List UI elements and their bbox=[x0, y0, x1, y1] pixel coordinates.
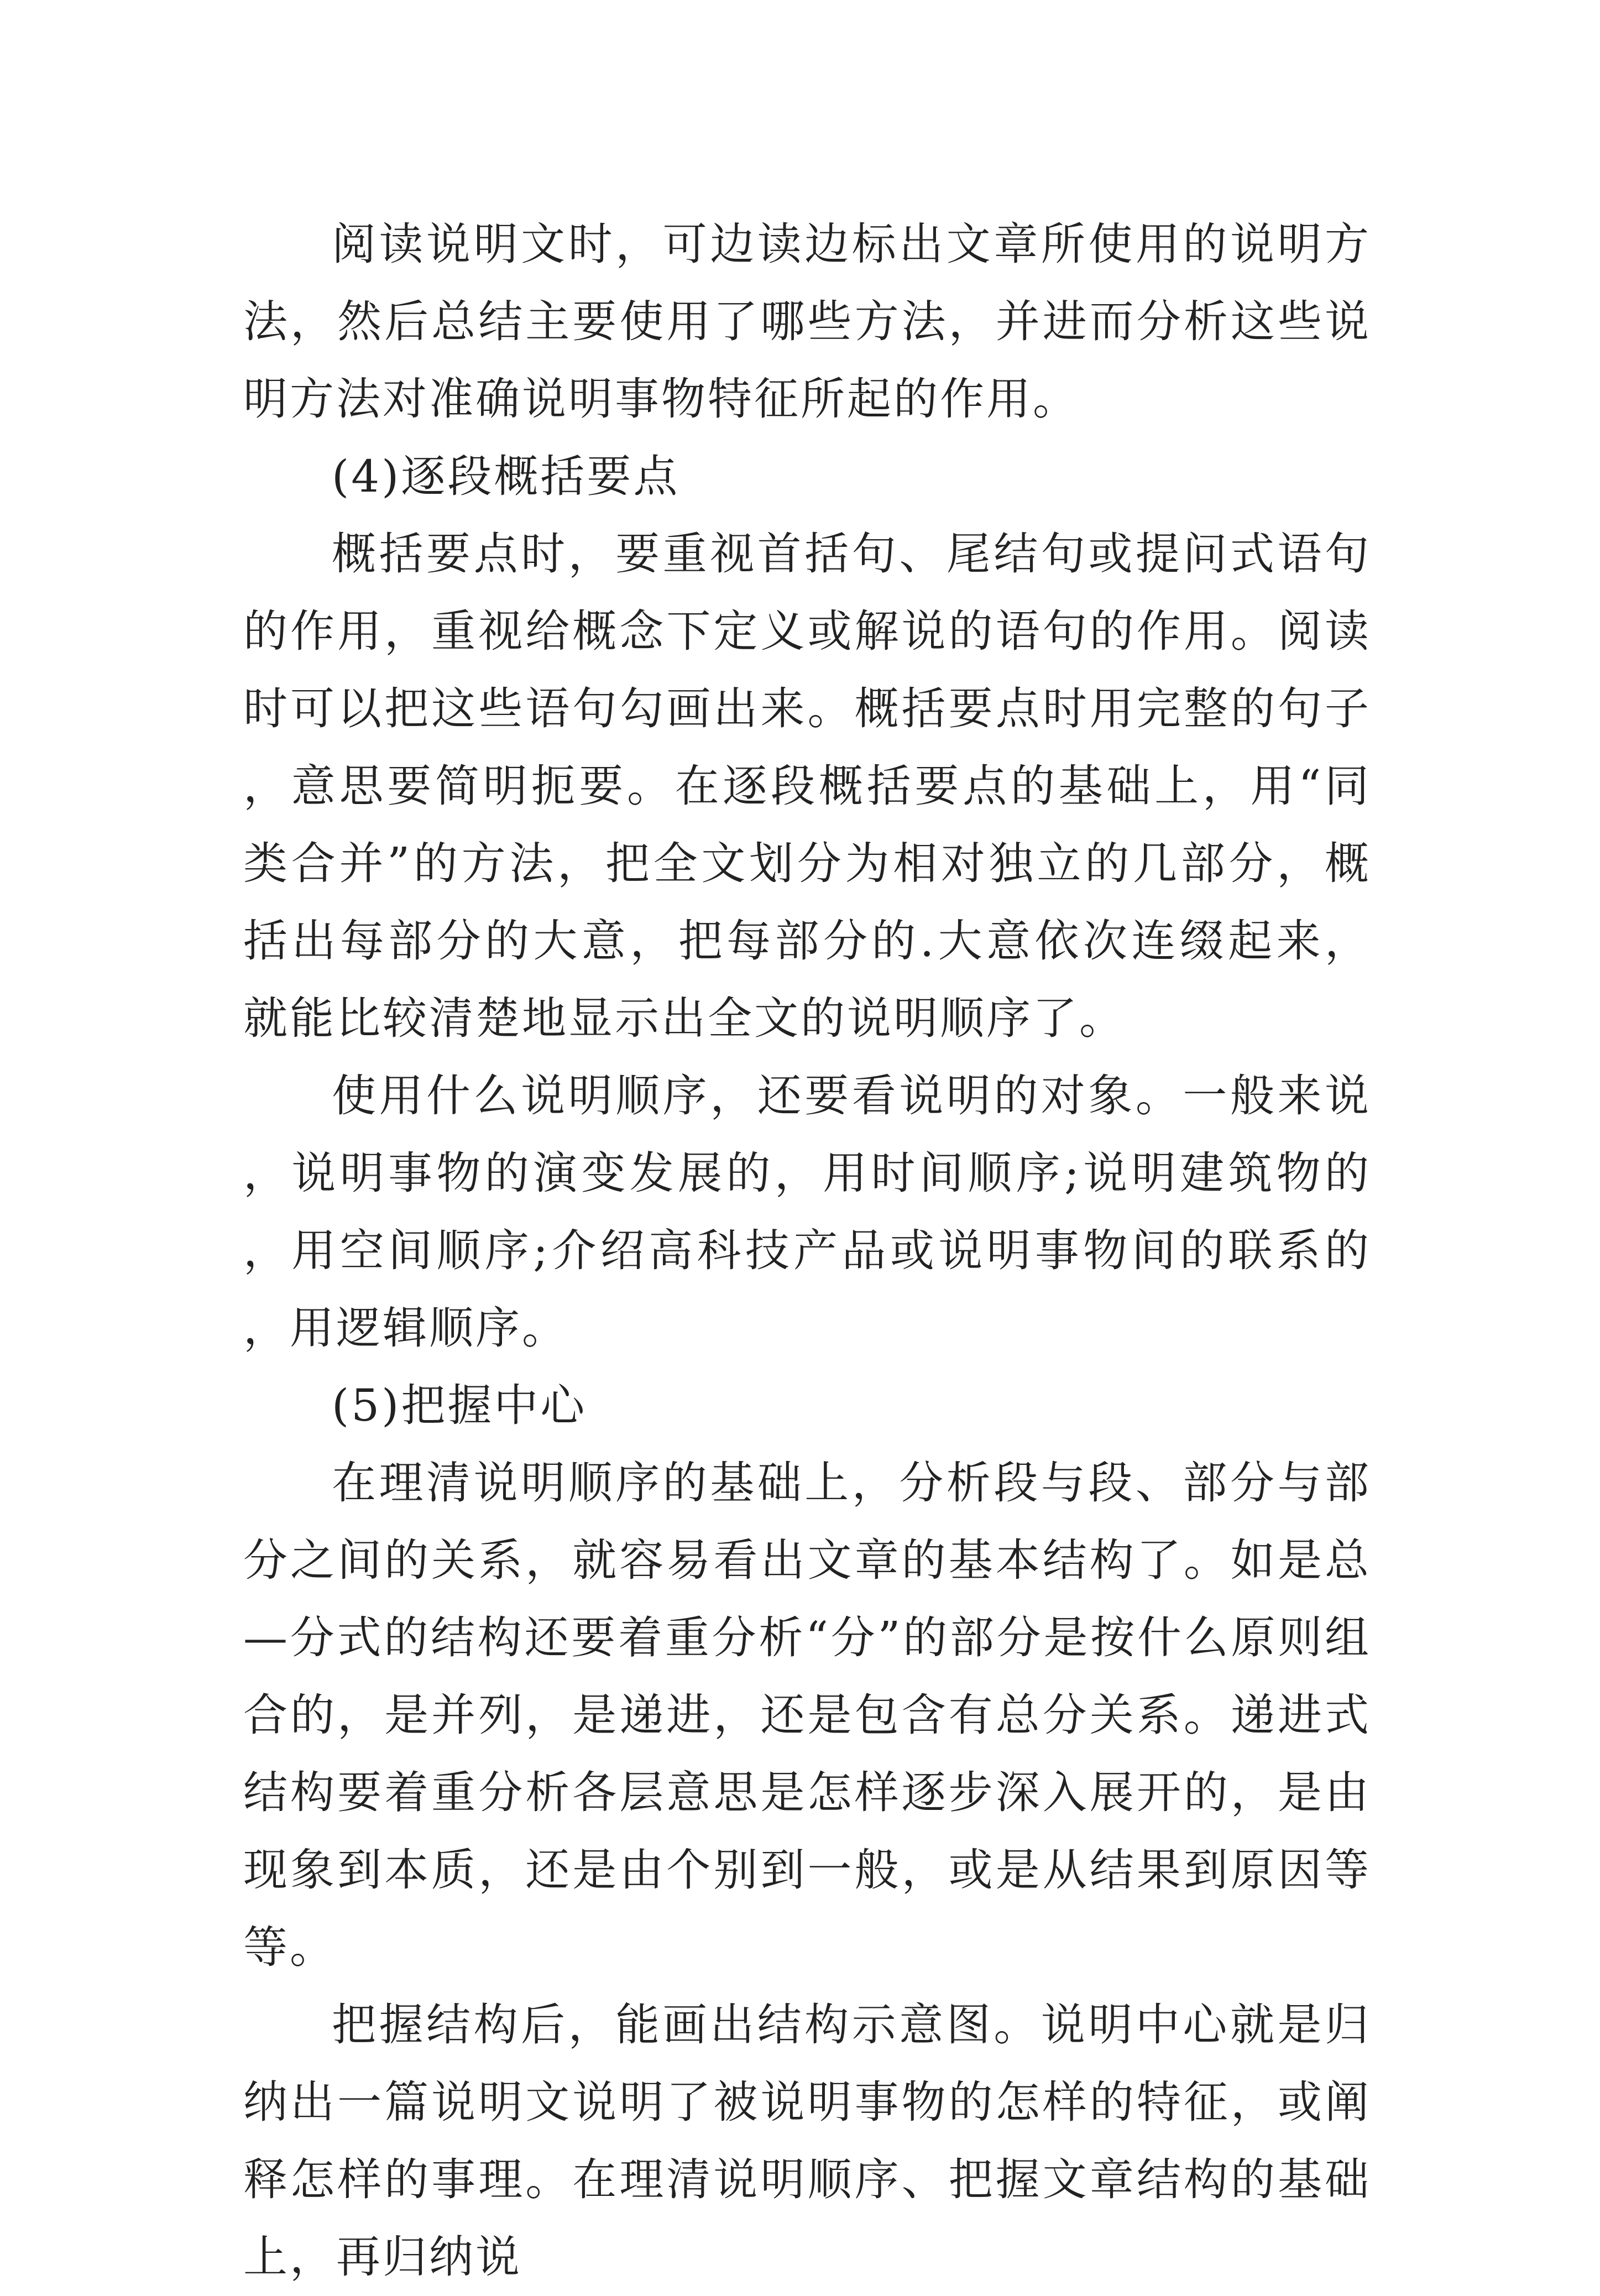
paragraph-summarize-points: 概括要点时，要重视首括句、尾结句或提问式语句的作用，重视给概念下定义或解说的语句的作用。阅读时可以把这些语句勾画出来。概括要点时用完整的句子，意思要简明扼要。在逐段概括要点的基础上，用“同类合并”的方法，把全文划分为相对独立的几部分，概括出每部分的大意，把每部分的.大意依次连缀起来，就能比较清楚地显示出全文的说明顺序了。 bbox=[243, 528, 1371, 1044]
heading-grasp-center: (5)把握中心 bbox=[332, 1380, 587, 1431]
paragraph-explanation-order: 使用什么说明顺序，还要看说明的对象。一般来说，说明事物的演变发展的，用时间顺序;说明建筑物的，用空间顺序;介绍高科技产品或说明事物间的联系的，用逻辑顺序。 bbox=[243, 1070, 1371, 1354]
paragraph-reading-methods: 阅读说明文时，可边读边标出文章所使用的说明方法，然后总结主要使用了哪些方法，并进而分析这些说明方法对准确说明事物特征所起的作用。 bbox=[243, 218, 1371, 425]
paragraph-structure-analysis: 在理清说明顺序的基础上，分析段与段、部分与部分之间的关系，就容易看出文章的基本结构了。如是总—分式的结构还要着重分析“分”的部分是按什么原则组合的，是并列，是递进，还是包含有总分关系。递进式结构要着重分析各层意思是怎样逐步深入展开的，是由现象到本质，还是由个别到一般，或是从结果到原因等等。 bbox=[243, 1457, 1371, 1973]
paragraph-structure-diagram: 把握结构后，能画出结构示意图。说明中心就是归纳出一篇说明文说明了被说明事物的怎样的特征，或阐释怎样的事理。在理清说明顺序、把握文章结构的基础上，再归纳说 bbox=[243, 1999, 1371, 2283]
document-body bbox=[243, 206, 1371, 2296]
heading-summarize-points: (4)逐段概括要点 bbox=[332, 451, 680, 502]
